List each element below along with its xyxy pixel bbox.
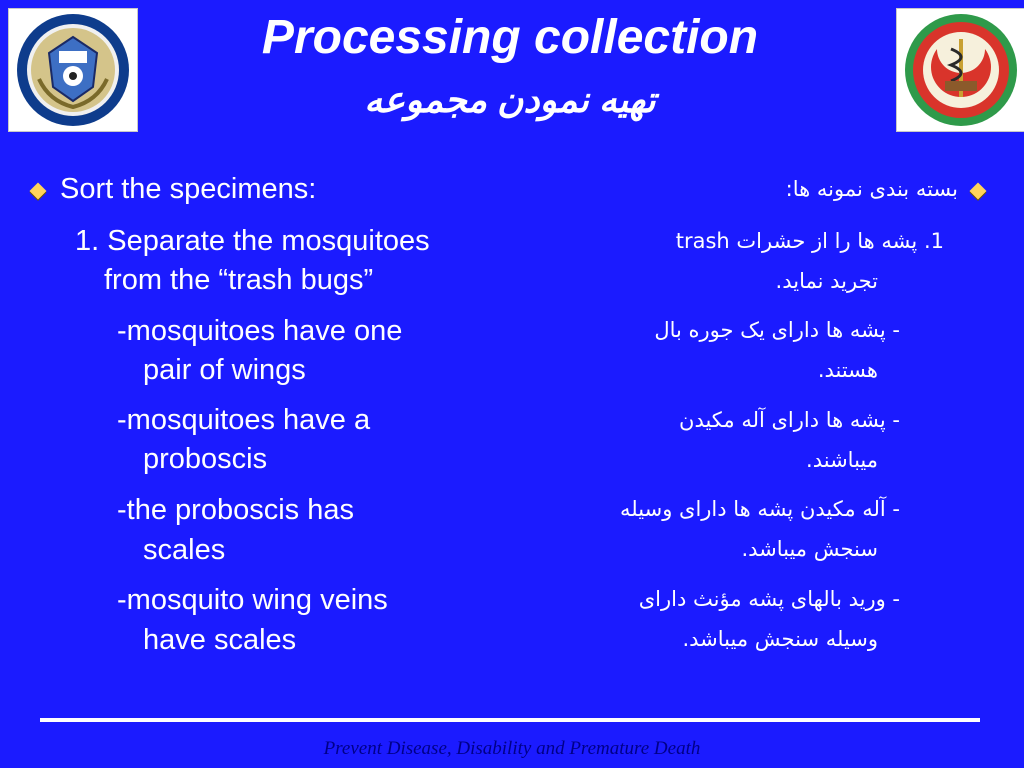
footer-divider <box>40 718 980 722</box>
dari-point2-line2: میباشند. <box>806 448 878 472</box>
dari-step1-line1: 1. پشه ها را از حشرات trash <box>675 229 944 253</box>
dari-step1-line2: تجرید نماید. <box>775 269 878 293</box>
english-point4-line2: have scales <box>143 624 297 656</box>
dari-point3-line2: سنجش میباشد. <box>741 537 878 561</box>
english-point3-line1: -the proboscis has <box>117 494 354 526</box>
dari-point2-line1: - پشه ها دارای آله مکیدن <box>679 408 900 432</box>
dari-point1-line1: - پشه ها دارای یک جوره بال <box>654 318 900 342</box>
dari-point3-line1: - آله مکیدن پشه ها دارای وسیله <box>620 497 900 521</box>
footer-slogan: Prevent Disease, Disability and Premature Death <box>323 738 701 759</box>
police-emblem-icon <box>8 8 138 132</box>
diamond-bullet-icon <box>970 183 987 200</box>
medical-committee-emblem-icon <box>896 8 1024 132</box>
english-point2-line2: proboscis <box>143 443 268 475</box>
english-point1-line2: pair of wings <box>143 354 306 386</box>
dari-point1-line2: هستند. <box>817 358 878 382</box>
dari-point4-line2: وسیله سنجش میباشد. <box>682 627 878 651</box>
diamond-bullet-icon <box>30 183 47 200</box>
english-step1-line1: 1. Separate the mosquitoes <box>75 225 430 257</box>
dari-heading: بسته بندی نمونه ها: <box>785 177 958 201</box>
english-heading: Sort the specimens: <box>60 173 317 205</box>
english-point1-line1: -mosquitoes have one <box>117 315 403 347</box>
english-point4-line1: -mosquito wing veins <box>117 584 388 616</box>
english-point3-line2: scales <box>143 534 226 566</box>
english-step1-line2: from the “trash bugs” <box>104 264 374 296</box>
slide-title-dari: تهیه نمودن مجموعه <box>364 79 656 120</box>
dari-point4-line1: - ورید بالهای پشه مؤنث دارای <box>638 587 900 611</box>
slide-title: Processing collection <box>261 11 759 64</box>
english-point2-line1: -mosquitoes have a <box>117 404 371 436</box>
